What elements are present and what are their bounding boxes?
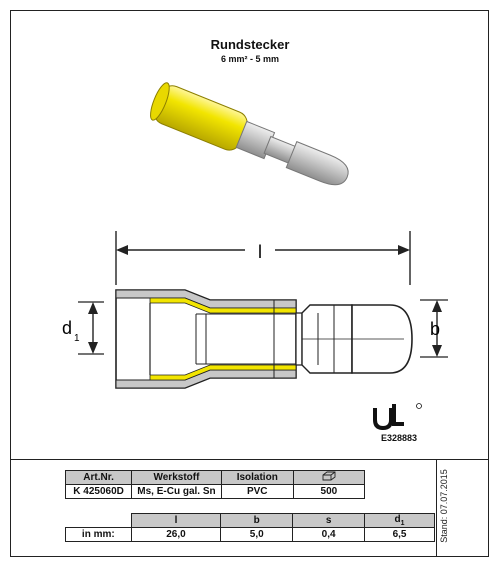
- material: Ms, E-Cu gal. Sn: [132, 485, 222, 499]
- ul-logo: [375, 404, 422, 429]
- row-label-in-mm: in mm:: [66, 528, 132, 542]
- dimension-b-label: b: [430, 319, 441, 339]
- dimensions-table: [65, 513, 435, 542]
- stand-date: Stand: 07.07.2015: [439, 469, 449, 543]
- connector-3d-view: [147, 81, 355, 196]
- dimension-d1: [78, 302, 104, 354]
- header-package-quantity: [293, 471, 364, 485]
- header-b: b: [221, 514, 293, 528]
- stand-column-divider: [436, 459, 437, 557]
- value-d1: 6,5: [365, 528, 435, 542]
- header-material: Werkstoff: [132, 471, 222, 485]
- header-l: l: [131, 514, 221, 528]
- product-subtitle: 6 mm² - 5 mm: [220, 54, 280, 64]
- article-number: K 425060D: [66, 485, 132, 499]
- value-s: 0,4: [293, 528, 365, 542]
- dimension-l: [116, 231, 410, 285]
- article-table: [65, 470, 365, 499]
- package-icon: [322, 471, 336, 481]
- dimension-l-label: l: [258, 242, 262, 262]
- product-title: Rundstecker: [210, 37, 290, 52]
- value-l: 26,0: [131, 528, 221, 542]
- package-quantity: 500: [293, 485, 364, 499]
- value-b: 5,0: [221, 528, 293, 542]
- insulation: PVC: [221, 485, 293, 499]
- header-s: s: [293, 514, 365, 528]
- header-article-number: Art.Nr.: [66, 471, 132, 485]
- dimension-d1-subscript: 1: [74, 333, 80, 344]
- connector-section-view: [116, 290, 412, 388]
- header-d1: $d_1$: [365, 514, 435, 528]
- dimension-d1-label: d: [62, 318, 73, 338]
- ul-certificate-number: E328883: [381, 433, 418, 443]
- header-insulation: Isolation: [221, 471, 293, 485]
